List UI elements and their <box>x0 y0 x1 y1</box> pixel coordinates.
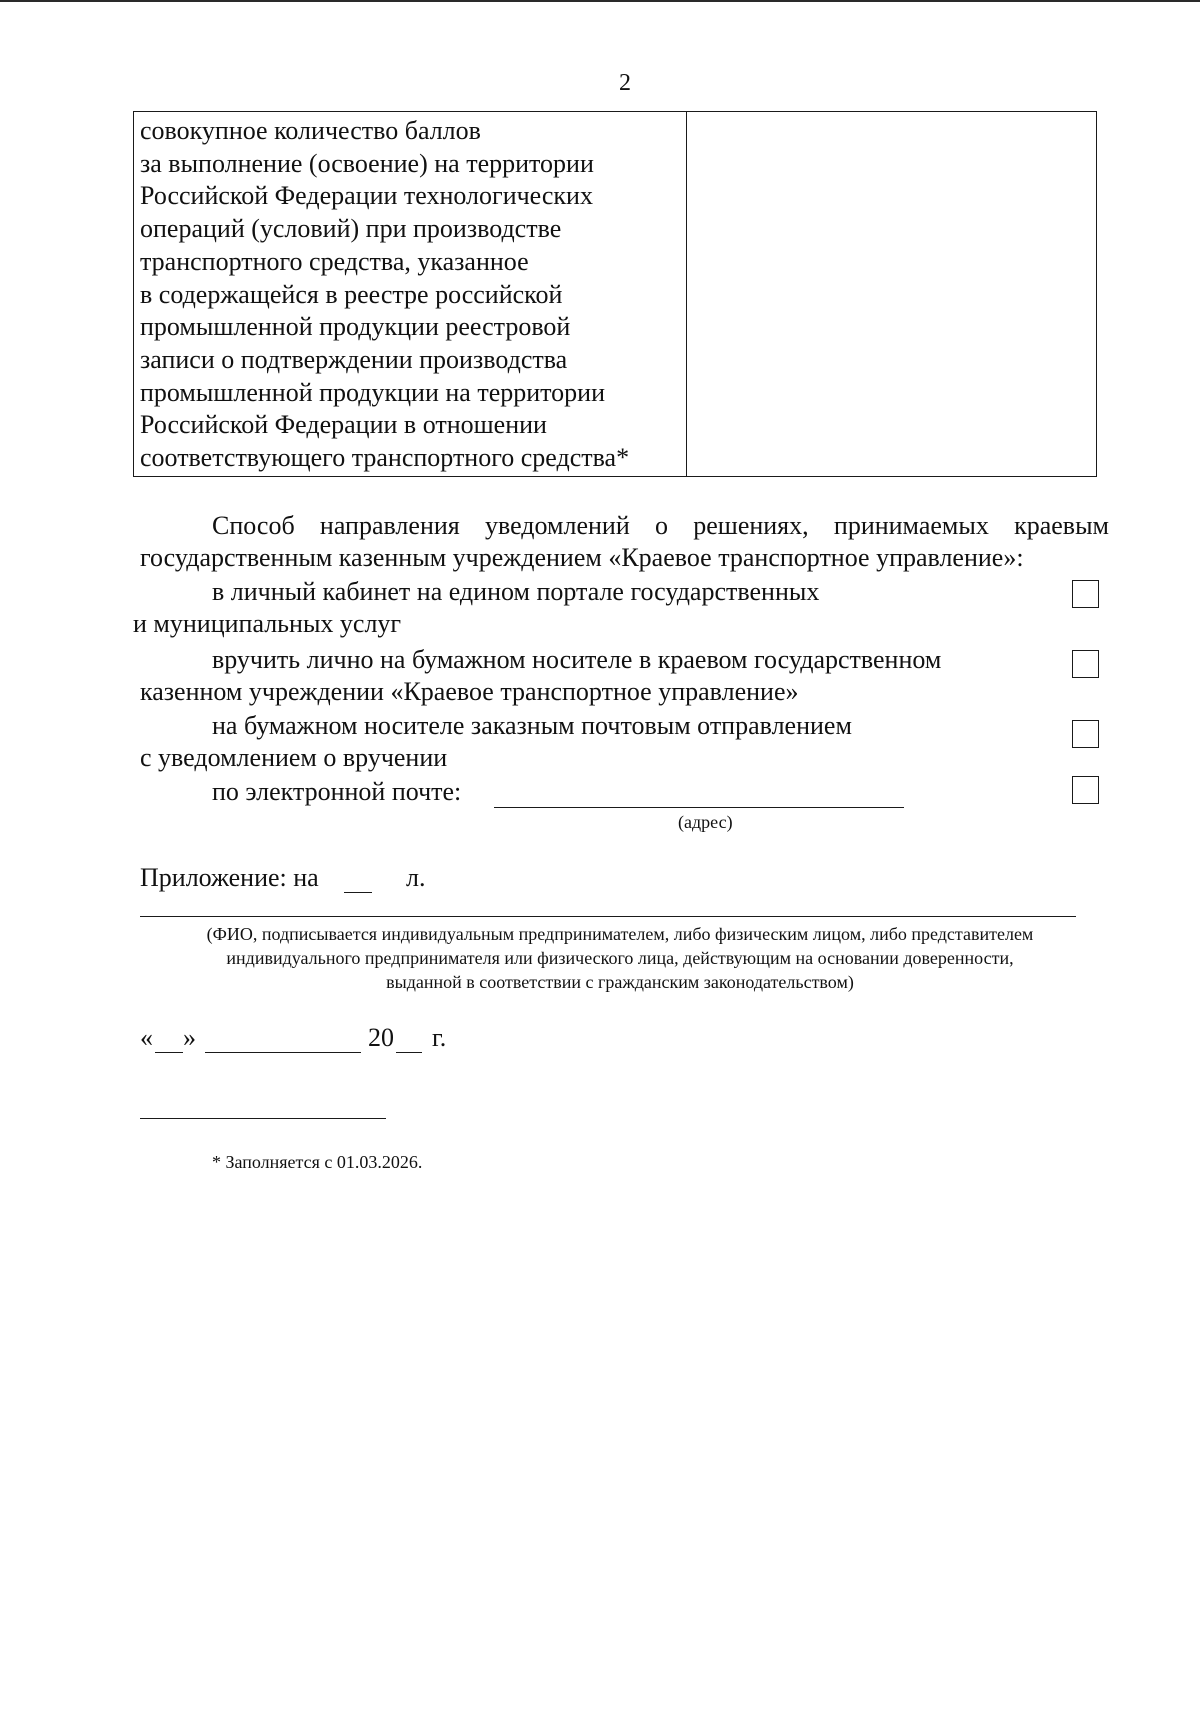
date-day-input[interactable] <box>155 1024 183 1053</box>
table-label-line: промышленной продукции реестровой <box>140 312 571 342</box>
table-label-line: соответствующего транспортного средства* <box>140 443 630 473</box>
signature-name-input[interactable] <box>140 892 1076 917</box>
table-label-line: совокупное количество баллов <box>140 116 481 145</box>
footnote: * Заполняется с 01.03.2026. <box>212 1152 423 1172</box>
signature-caption-line2: индивидуального предпринимателя или физического лица, действующим на основании доверенности, <box>226 948 1014 968</box>
page-number: 2 <box>619 70 631 96</box>
info-table <box>133 111 1097 477</box>
option-in-person-checkbox[interactable] <box>1072 650 1099 678</box>
option-in-person-line2: казенном учреждении «Краевое транспортное управление» <box>140 677 799 706</box>
email-address-caption: (адрес) <box>678 812 733 832</box>
table-label-line: в содержащейся в реестре российской <box>140 279 563 309</box>
signature-caption-line3: выданной в соответствии с гражданским законодательством) <box>386 972 854 992</box>
date-year-input[interactable] <box>396 1024 422 1053</box>
email-address-input[interactable] <box>494 779 904 808</box>
option-mail-line1: на бумажном носителе заказным почтовым отправлением <box>212 711 852 740</box>
date-open-quote: « <box>140 1023 153 1052</box>
table-label-line: за выполнение (освоение) на территории <box>140 148 594 178</box>
option-email-checkbox[interactable] <box>1072 776 1099 804</box>
attachment-pages-input[interactable] <box>344 864 372 893</box>
notification-intro-line1: Способ направления уведомлений о решениях, принимаемых краевым <box>212 511 1109 540</box>
notification-intro-line2: государственным казенным учреждением «Краевое транспортное управление»: <box>140 543 1024 572</box>
table-label-line: Российской Федерации технологических <box>140 181 593 211</box>
attachment-prefix: Приложение: на <box>140 863 319 892</box>
table-label-cell <box>134 112 687 476</box>
date-year-suffix: г. <box>432 1023 447 1052</box>
option-portal-checkbox[interactable] <box>1072 580 1099 608</box>
score-value-cell[interactable] <box>687 112 1096 476</box>
table-label-line: промышленной продукции на территории <box>140 377 606 407</box>
page-top-border <box>0 0 1200 2</box>
date-month-input[interactable] <box>205 1024 361 1053</box>
footnote-separator <box>140 1118 386 1119</box>
table-label-line: записи о подтверждении производства <box>140 344 568 374</box>
date-year-prefix: 20 <box>368 1023 394 1052</box>
option-email-label: по электронной почте: <box>212 777 462 806</box>
date-close-quote: » <box>183 1023 196 1052</box>
table-label-line: транспортного средства, указанное <box>140 246 529 276</box>
table-label-line: Российской Федерации в отношении <box>140 410 547 440</box>
signature-caption-line1: (ФИО, подписывается индивидуальным предпринимателем, либо физическим лицом, либо представителем <box>206 924 1034 944</box>
option-portal-line1: в личный кабинет на едином портале государственных <box>212 577 820 606</box>
option-mail-line2: с уведомлением о вручении <box>140 743 448 772</box>
option-mail-checkbox[interactable] <box>1072 720 1099 748</box>
attachment-suffix: л. <box>406 863 426 892</box>
table-label-line: операций (условий) при производстве <box>140 214 562 244</box>
option-in-person-line1: вручить лично на бумажном носителе в краевом государственном <box>212 645 942 674</box>
option-portal-line2: и муниципальных услуг <box>133 609 402 638</box>
